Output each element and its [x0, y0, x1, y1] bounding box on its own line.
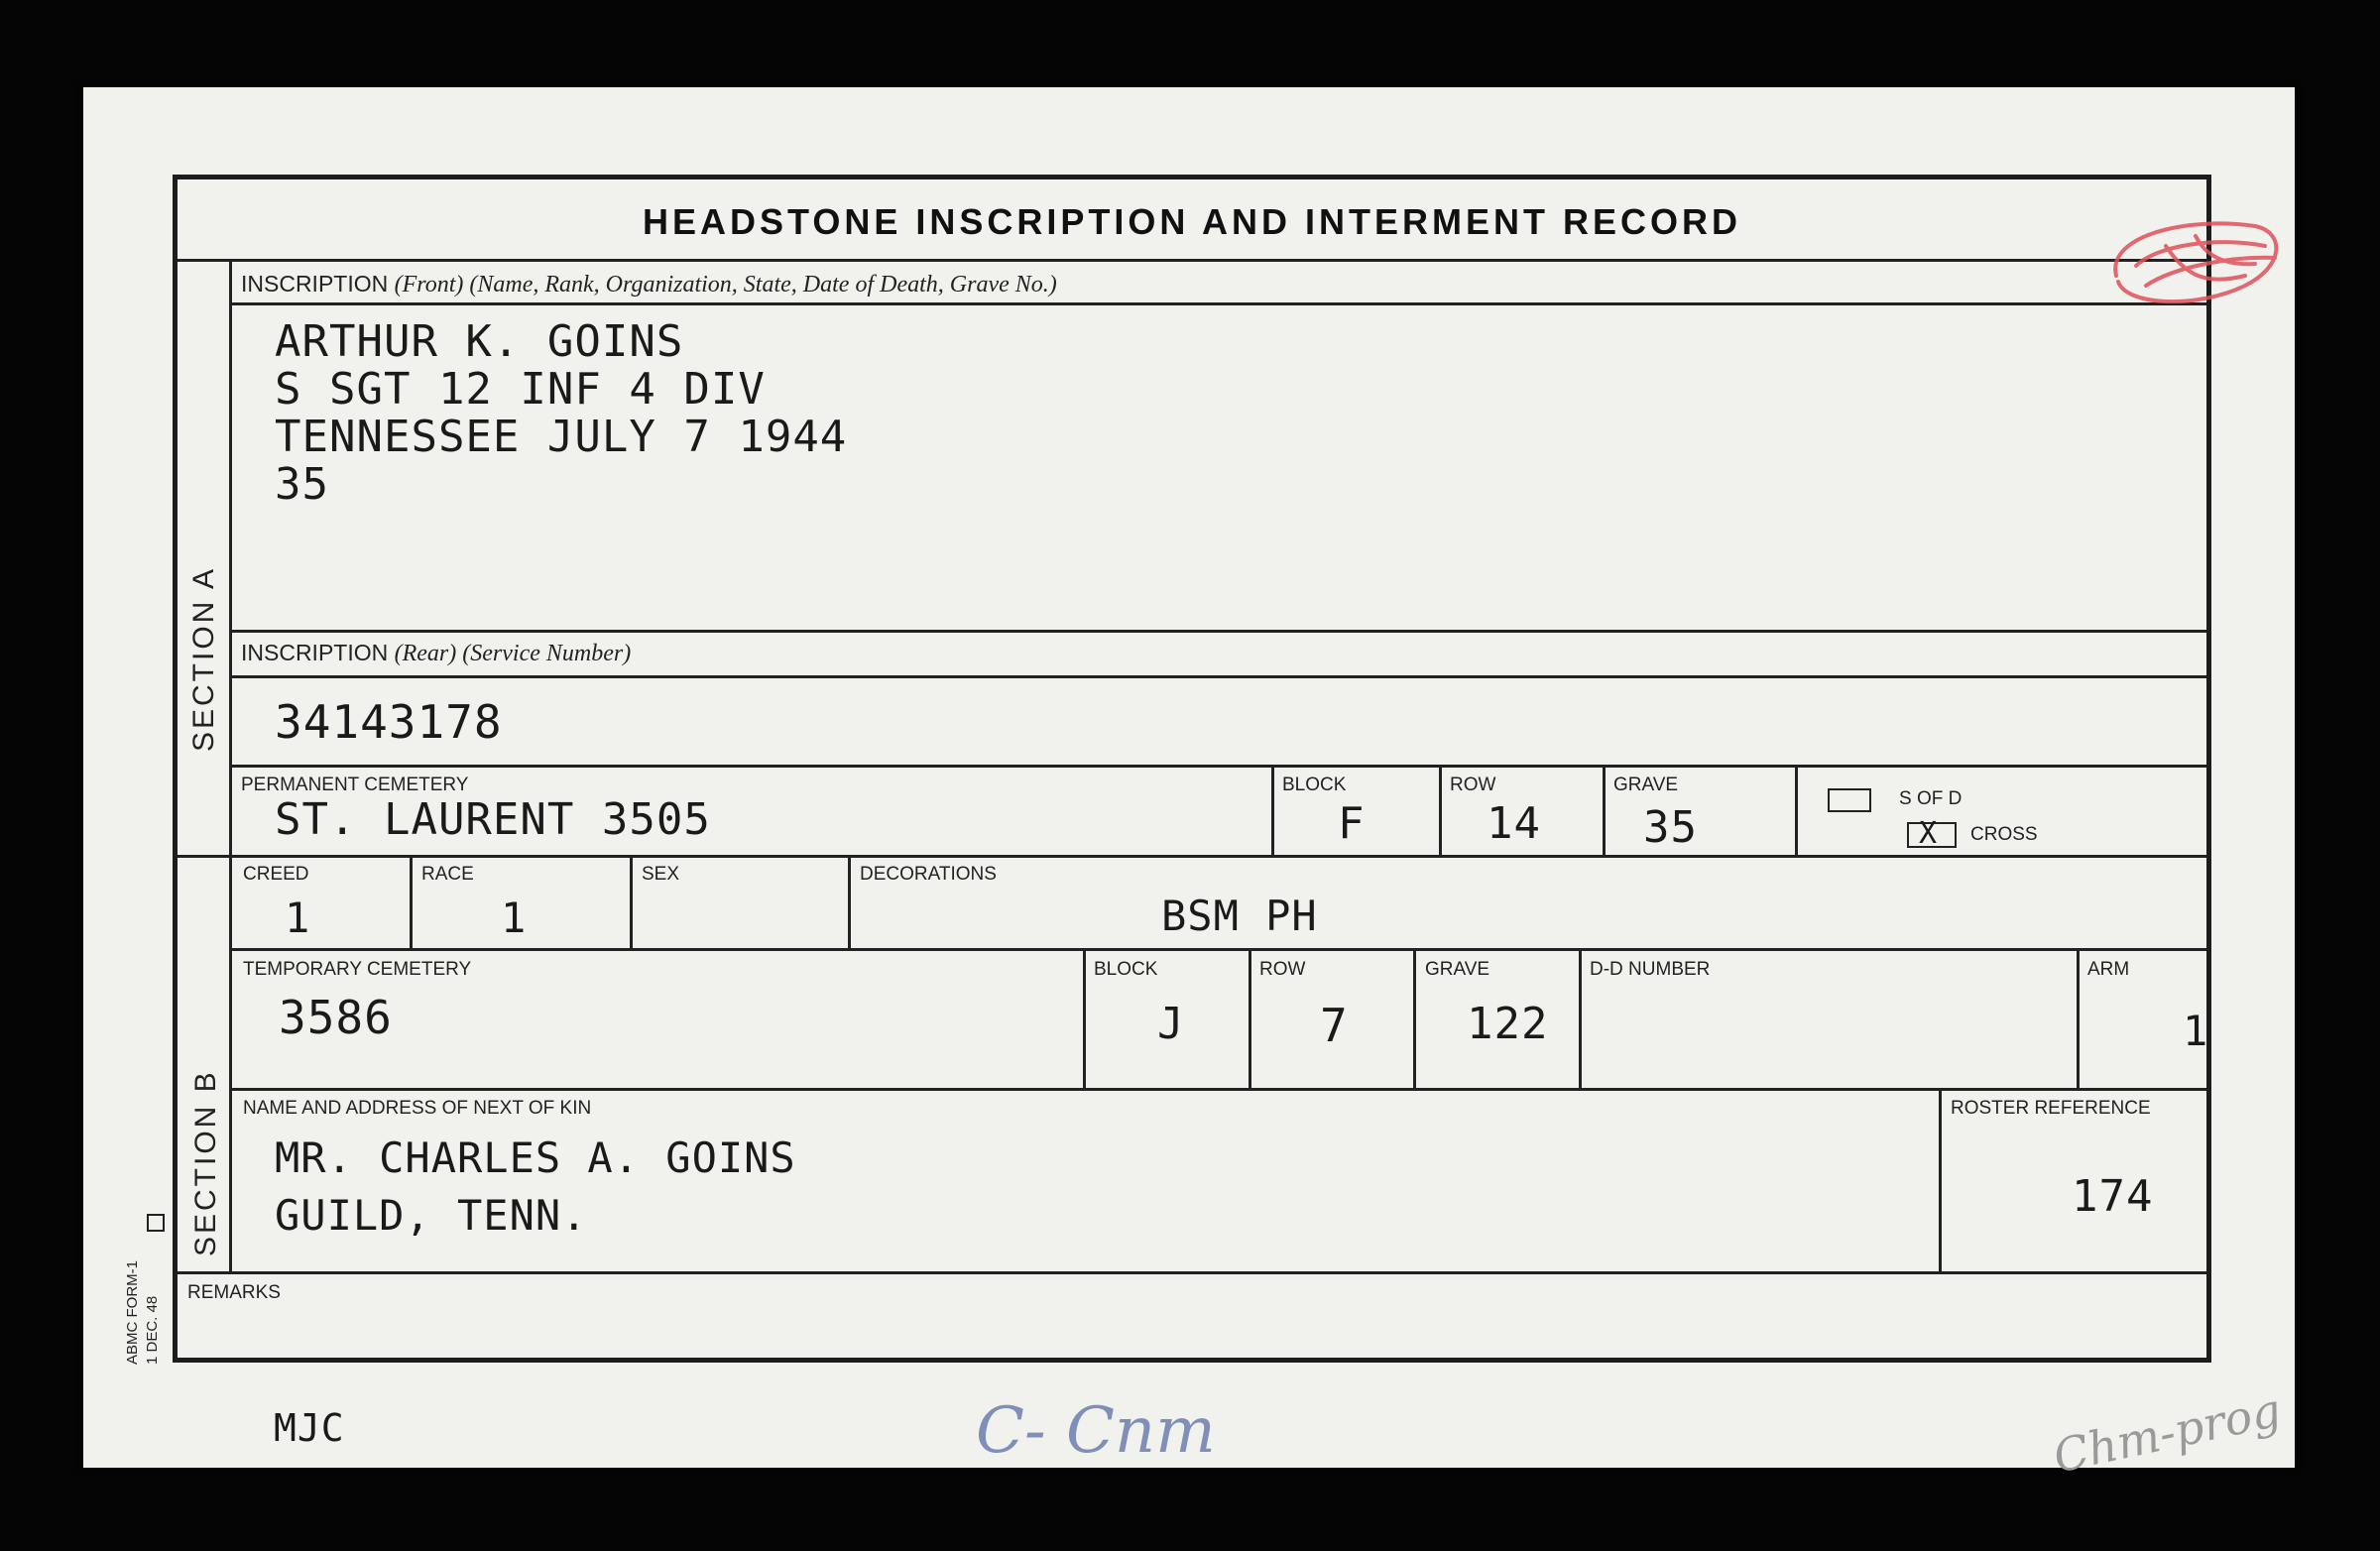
inscription-front-text: ARTHUR K. GOINS S SGT 12 INF 4 DIV TENNESSEE JULY 7 1944 35 [275, 316, 848, 510]
roster-divider [1939, 1088, 1942, 1272]
sofd-label: S OF D [1899, 788, 1963, 809]
dd-number-label: D-D NUMBER [1590, 959, 1711, 980]
perm-row-value: 14 [1487, 798, 1541, 849]
dd-number-divider [1579, 948, 1582, 1090]
roster-reference-label: ROSTER REFERENCE [1951, 1098, 2151, 1119]
temporary-cemetery-value: 3586 [279, 991, 393, 1044]
inscription-rear-label: INSCRIPTION (Rear) (Service Number) [241, 640, 632, 666]
handwritten-note-right: Chm-prog [2048, 1382, 2286, 1484]
arm-label: ARM [2087, 959, 2130, 980]
perm-grave-value: 35 [1643, 802, 1698, 853]
cross-checkmark: X [1919, 816, 1939, 851]
race-value: 1 [501, 894, 528, 942]
decorations-value: BSM PH [1161, 892, 1318, 940]
sex-divider [848, 855, 851, 950]
perm-row-divider [1439, 765, 1442, 856]
perm-block-value: F [1338, 798, 1366, 849]
next-of-kin-label: NAME AND ADDRESS OF NEXT OF KIN [243, 1098, 592, 1119]
perm-grave-label: GRAVE [1613, 775, 1679, 795]
red-stamp-mark [2096, 206, 2295, 325]
service-number: 34143178 [275, 695, 503, 749]
temporary-cemetery-label: TEMPORARY CEMETERY [243, 959, 472, 980]
section-b-bottom-rule [178, 1271, 2206, 1274]
front-bottom-rule [229, 630, 2206, 633]
decorations-label: DECORATIONS [860, 864, 997, 885]
side-checkbox[interactable] [147, 1214, 165, 1232]
record-card [83, 87, 2295, 1484]
creed-divider [410, 855, 413, 950]
arm-divider [2077, 948, 2080, 1090]
form-id: ABMC FORM-1 1 DEC. 48 [124, 1260, 161, 1365]
cross-checkbox[interactable] [1907, 816, 1957, 851]
temp-block-divider [1083, 948, 1086, 1090]
temp-grave-label: GRAVE [1425, 959, 1490, 980]
temp-block-value: J [1157, 999, 1185, 1049]
arm-value: 1 [2183, 1007, 2209, 1055]
perm-grave-divider [1603, 765, 1606, 856]
section-a-label: SECTION A [187, 565, 220, 752]
creed-value: 1 [285, 894, 311, 942]
temp-bottom-rule [229, 1088, 2206, 1091]
race-divider [630, 855, 633, 950]
initials: MJC [274, 1406, 345, 1450]
temp-row-value: 7 [1320, 999, 1349, 1052]
creed-label: CREED [243, 864, 309, 885]
sex-label: SEX [642, 864, 680, 885]
sofd-checkbox[interactable] [1828, 788, 1871, 812]
rear-bottom-rule [229, 765, 2206, 768]
section-b-label: SECTION B [189, 1069, 222, 1256]
permanent-cemetery-label: PERMANENT CEMETERY [241, 775, 469, 795]
temp-block-label: BLOCK [1094, 959, 1158, 980]
temp-grave-value: 122 [1467, 999, 1549, 1049]
title-divider [178, 259, 2206, 262]
race-label: RACE [421, 864, 474, 885]
creed-bottom-rule [229, 948, 2206, 951]
next-of-kin-text: MR. CHARLES A. GOINS GUILD, TENN. [275, 1133, 796, 1240]
perm-marker-divider [1795, 765, 1798, 856]
rear-label-rule [229, 675, 2206, 678]
form-title: HEADSTONE INSCRIPTION AND INTERMENT RECORD [642, 201, 1742, 242]
perm-row-label: ROW [1450, 775, 1496, 795]
inscription-front-label: INSCRIPTION (Front) (Name, Rank, Organization, State, Date of Death, Grave No.) [241, 271, 1057, 298]
perm-block-label: BLOCK [1282, 775, 1347, 795]
remarks-label: REMARKS [187, 1282, 281, 1303]
form-frame [173, 175, 2211, 1363]
handwritten-note-center: C- Cnm [976, 1394, 1216, 1468]
front-label-rule [229, 302, 2206, 305]
cross-label: CROSS [1970, 824, 2038, 845]
temp-grave-divider [1413, 948, 1416, 1090]
temp-row-label: ROW [1259, 959, 1306, 980]
perm-block-divider [1271, 765, 1274, 856]
roster-reference-value: 174 [2072, 1171, 2154, 1222]
permanent-cemetery-value: ST. LAURENT 3505 [275, 794, 711, 845]
section-a-bottom-rule [178, 855, 2206, 858]
temp-row-divider [1249, 948, 1251, 1090]
